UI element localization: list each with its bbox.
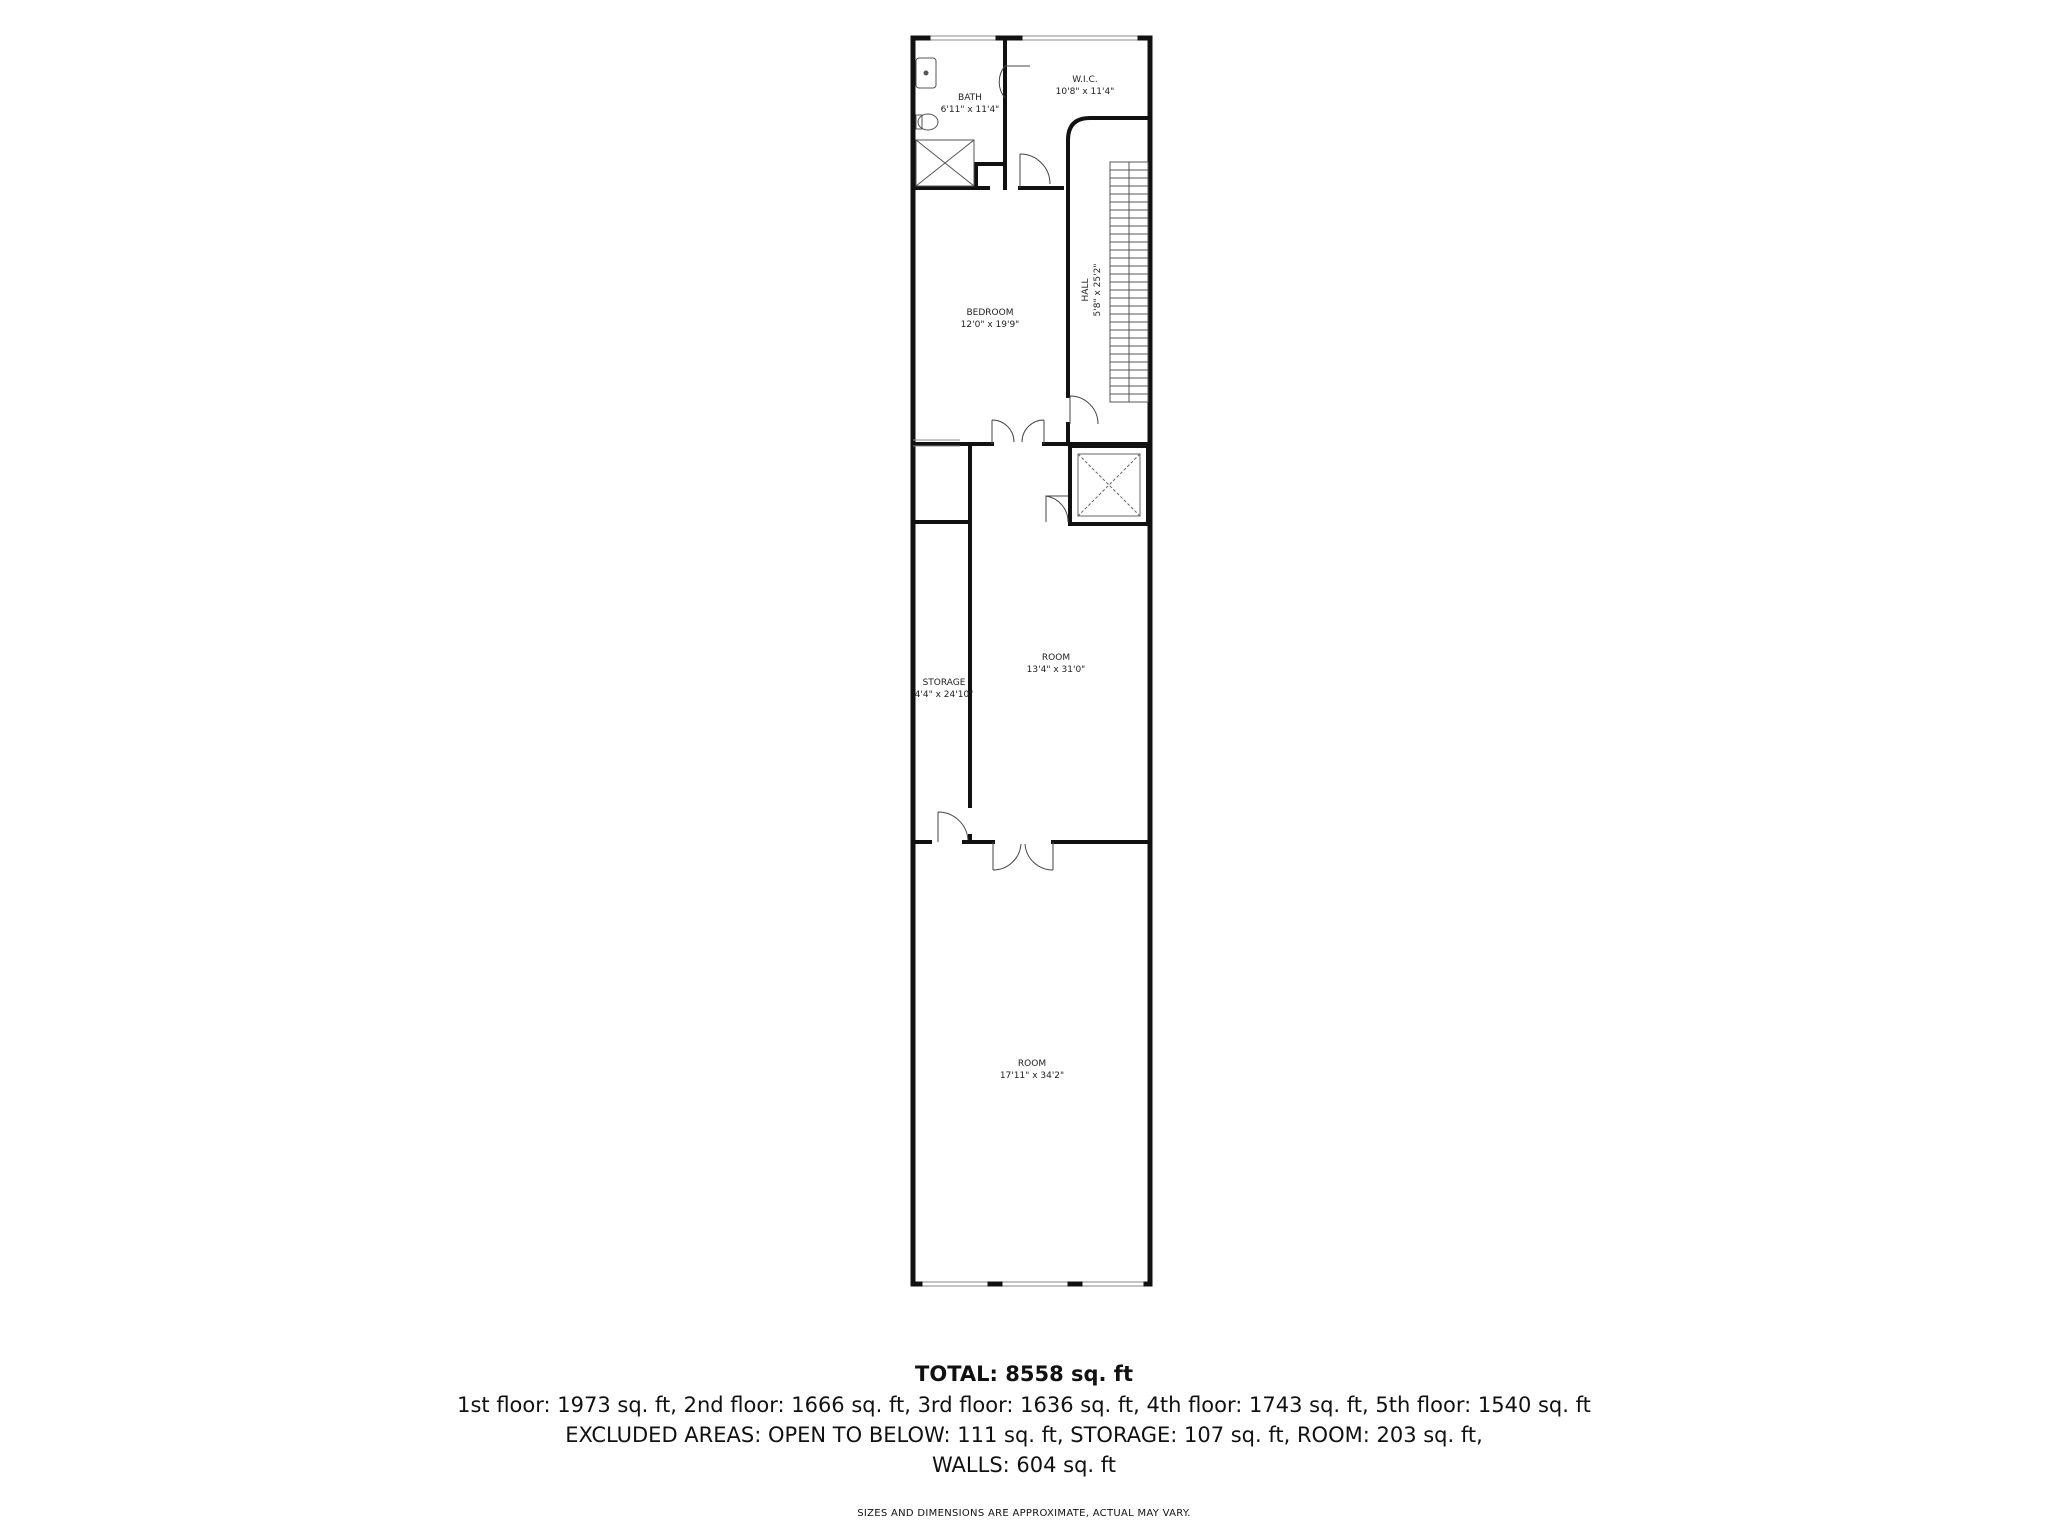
- top-windows: [928, 36, 1140, 40]
- wic-name: W.I.C.: [1072, 75, 1098, 85]
- bedroom-dims: 12'0" x 19'9": [960, 320, 1020, 330]
- walls-area: WALLS: 604 sq. ft: [931, 1453, 1117, 1477]
- bedroom-name: BEDROOM: [966, 308, 1014, 318]
- storage-dims: 4'4" x 24'10": [914, 690, 974, 700]
- outer-walls: [913, 38, 1150, 1284]
- disclaimer: SIZES AND DIMENSIONS ARE APPROXIMATE, ACTUAL MAY VARY.: [857, 1508, 1191, 1519]
- room-labels: [915, 75, 1115, 1081]
- room-mid-dims: 13'4" x 31'0": [1026, 665, 1086, 675]
- staircase: [1110, 162, 1148, 402]
- bath-fixtures: [916, 58, 974, 186]
- bath-name: BATH: [958, 93, 982, 103]
- bottom-windows: [920, 1282, 1146, 1286]
- bath-dims: 6'11" x 11'4": [940, 105, 1000, 115]
- total-area: TOTAL: 8558 sq. ft: [915, 1362, 1133, 1386]
- storage-name: STORAGE: [922, 678, 966, 688]
- excluded-areas: EXCLUDED AREAS: OPEN TO BELOW: 111 sq. ft, STORAGE: 107 sq. ft, ROOM: 203 sq. ft,: [565, 1423, 1483, 1447]
- shaft-cross: [1078, 454, 1140, 516]
- hall-dims: 5'8" x 25'2": [1093, 263, 1103, 317]
- hall-name: HALL: [1081, 278, 1091, 302]
- room-front-name: ROOM: [1017, 1059, 1047, 1069]
- room-front-dims: 17'11" x 34'2": [999, 1071, 1065, 1081]
- floor-areas: 1st floor: 1973 sq. ft, 2nd floor: 1666 sq. ft, 3rd floor: 1636 sq. ft, 4th floor: 1743 sq. ft, 5th floor: 1540 sq. ft: [457, 1393, 1591, 1417]
- room-mid-name: ROOM: [1041, 653, 1071, 663]
- wic-dims: 10'8" x 11'4": [1055, 87, 1115, 97]
